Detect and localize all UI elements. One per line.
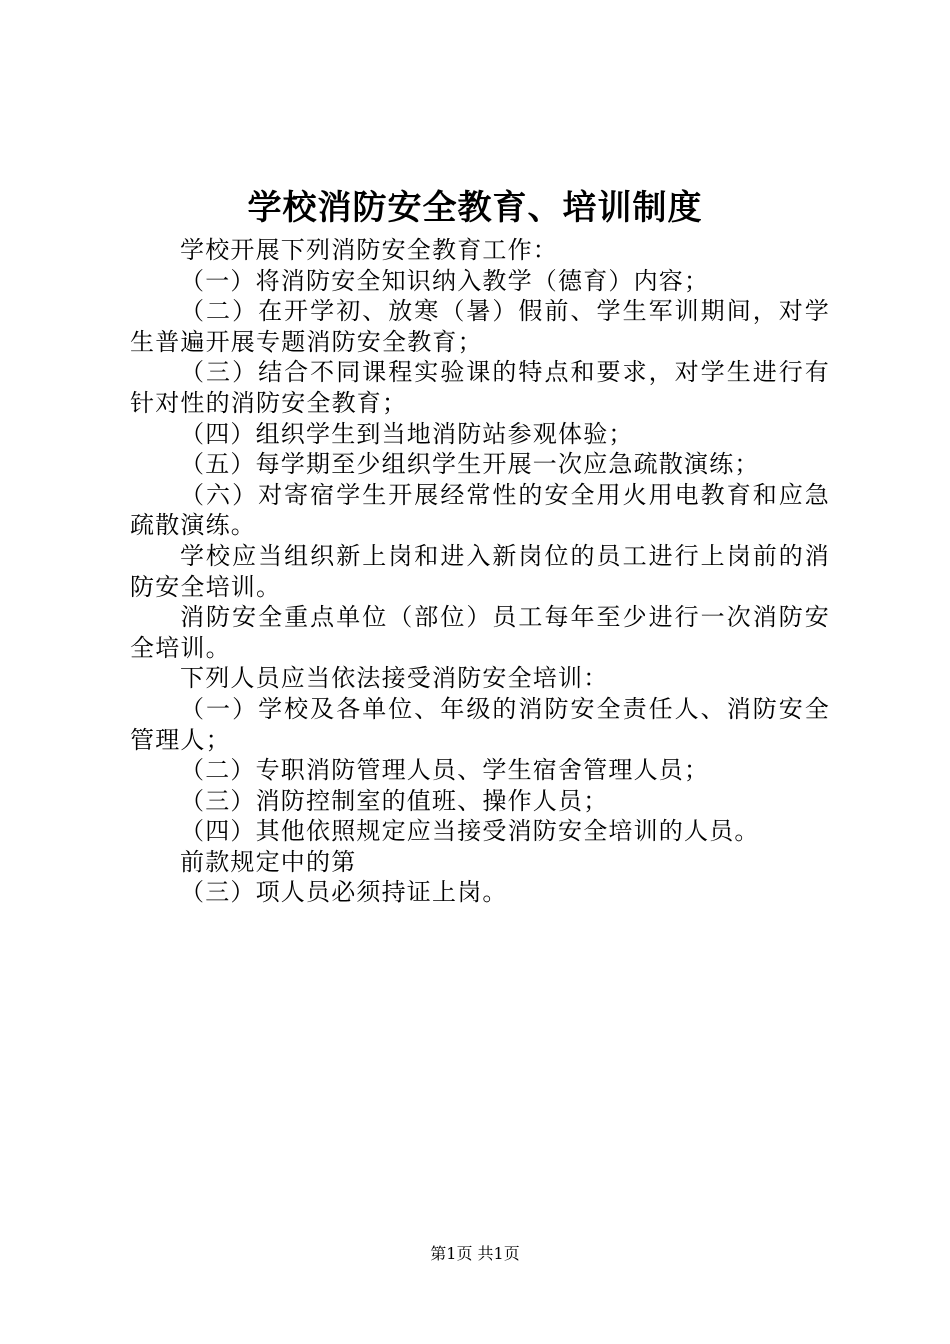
paragraph: （二）在开学初、放寒（暑）假前、学生军训期间，对学生普遍开展专题消防安全教育； xyxy=(130,297,830,356)
paragraph: 学校开展下列消防安全教育工作： xyxy=(180,236,558,264)
paragraph: 下列人员应当依法接受消防安全培训： xyxy=(180,664,609,693)
paragraph: （二）专职消防管理人员、学生宿舍管理人员； xyxy=(180,756,710,785)
paragraph: （三）项人员必须持证上岗。 xyxy=(180,878,508,907)
paragraph: （一）学校及各单位、年级的消防安全责任人、消防安全管理人； xyxy=(130,694,830,754)
paragraph: （三）结合不同课程实验课的特点和要求，对学生进行有针对性的消防安全教育； xyxy=(130,358,830,417)
paragraph: （四）其他依照规定应当接受消防安全培训的人员。 xyxy=(180,817,760,846)
paragraph: 前款规定中的第 xyxy=(180,847,357,876)
paragraph: 学校应当组织新上岗和进入新岗位的员工进行上岗前的消防安全培训。 xyxy=(130,541,830,601)
paragraph: （五）每学期至少组织学生开展一次应急疏散演练； xyxy=(180,450,760,479)
paragraph: （四）组织学生到当地消防站参观体验； xyxy=(180,419,634,448)
page-footer: 第1页 共1页 xyxy=(430,1244,520,1263)
paragraph: 消防安全重点单位（部位）员工每年至少进行一次消防安全培训。 xyxy=(130,603,830,662)
paragraph: （一）将消防安全知识纳入教学（德育）内容； xyxy=(180,266,710,295)
document-body xyxy=(130,235,830,908)
document-title: 学校消防安全教育、培训制度 xyxy=(247,188,703,228)
paragraph: （六）对寄宿学生开展经常性的安全用火用电教育和应急疏散演练。 xyxy=(130,480,830,540)
paragraph: （三）消防控制室的值班、操作人员； xyxy=(180,786,609,815)
